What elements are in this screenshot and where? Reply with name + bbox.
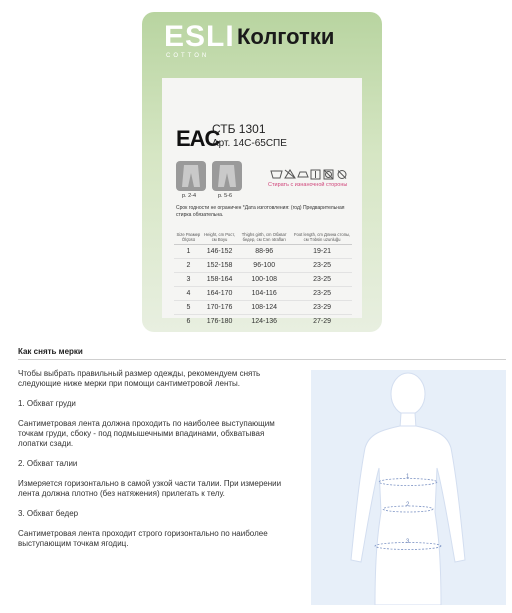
hips-heading: 3. Обхват бедер xyxy=(18,509,79,518)
table-cell: 27-29 xyxy=(292,315,352,329)
waist-marker: 2 xyxy=(406,502,410,508)
tights-icon xyxy=(176,161,206,191)
tights-icon xyxy=(212,161,242,191)
table-cell: 164-170 xyxy=(203,287,236,301)
table-cell: 158-164 xyxy=(203,273,236,287)
table-cell: 23-25 xyxy=(292,259,352,273)
table-cell: 124-136 xyxy=(236,315,292,329)
size-table-header xyxy=(174,230,352,245)
care-symbols-icon xyxy=(270,168,352,183)
table-cell: 23-29 xyxy=(292,301,352,315)
label-note: Срок годности не ограничен *Дата изготовления: (год) Предварительная стирка обязательна. xyxy=(176,205,345,218)
table-cell: 104-116 xyxy=(236,287,292,301)
table-cell: 88-96 xyxy=(236,245,292,259)
table-cell: 96-100 xyxy=(236,259,292,273)
table-cell: 100-108 xyxy=(236,273,292,287)
size-table-header-cell: Height, cm Рост, см Boyu xyxy=(203,230,236,245)
table-row xyxy=(174,315,352,329)
table-cell: 170-176 xyxy=(203,301,236,315)
table-row xyxy=(174,245,352,259)
table-cell: 5 xyxy=(174,301,203,315)
measurement-instructions xyxy=(18,369,288,559)
waist-heading: 2. Обхват талии xyxy=(18,459,78,468)
chest-heading: 1. Обхват груди xyxy=(18,399,76,408)
size-caption-b: р. 5-6 xyxy=(218,193,233,199)
table-cell: 3 xyxy=(174,273,203,287)
table-cell: 152-158 xyxy=(203,259,236,273)
size-table xyxy=(174,230,352,328)
table-cell: 19-21 xyxy=(292,245,352,259)
article-number: Арт. 14С-65СПЕ xyxy=(212,138,287,149)
table-row xyxy=(174,259,352,273)
table-cell: 23-25 xyxy=(292,273,352,287)
table-cell: 23-25 xyxy=(292,287,352,301)
table-row xyxy=(174,287,352,301)
brand-logo xyxy=(164,22,235,59)
size-table-header-cell: Thighs girth, cm Обхват бедер, см Cən ətrafları xyxy=(236,230,292,245)
table-cell: 146-152 xyxy=(203,245,236,259)
product-card xyxy=(142,12,382,332)
body-silhouette-icon xyxy=(351,373,465,605)
size-table-header-cell: Foot length, cm Длина стопы, см Təbsin uzunluğu xyxy=(292,230,352,245)
intro-text: Чтобы выбрать правильный размер одежды, рекомендуем снять следующие ниже мерки при помощи сантиметровой ленты. xyxy=(18,369,261,388)
table-cell: 1 xyxy=(174,245,203,259)
product-label xyxy=(162,78,362,325)
chest-marker: 1 xyxy=(406,474,410,480)
table-row xyxy=(174,301,352,315)
table-cell: 108-124 xyxy=(236,301,292,315)
product-title: Колготки xyxy=(237,24,335,49)
table-cell: 6 xyxy=(174,315,203,329)
hips-marker: 3 xyxy=(406,539,410,545)
table-cell: 176-180 xyxy=(203,315,236,329)
table-cell: 2 xyxy=(174,259,203,273)
section-title: Как снять мерки xyxy=(18,347,83,356)
waist-text: Измеряется горизонтально в самой узкой части талии. При измерении лента должна плотно (без натяжения) прилегать к телу. xyxy=(18,479,282,498)
hips-text: Сантиметровая лента проходит строго горизонтально по наиболее выступающим точкам ягодиц. xyxy=(18,529,268,548)
brand-subtitle: COTTON xyxy=(166,53,210,59)
care-note: Стирать с изнаночной стороны xyxy=(268,182,348,188)
eac-mark: EAC xyxy=(176,126,220,151)
size-caption-a: р. 2-4 xyxy=(182,193,197,199)
standard-code: СТБ 1301 xyxy=(212,122,266,136)
size-table-header-cell: Size Размер Ölçüsü xyxy=(174,230,203,245)
section-divider xyxy=(18,359,506,360)
table-row xyxy=(174,273,352,287)
brand-name: ESLI xyxy=(164,20,235,53)
chest-text: Сантиметровая лента должна проходить по наиболее выступающим точкам груди, сбоку - под подмышечными впадинами, обхватывая лопатки сзади. xyxy=(18,419,275,448)
body-measurement-figure xyxy=(311,370,506,605)
table-cell: 4 xyxy=(174,287,203,301)
